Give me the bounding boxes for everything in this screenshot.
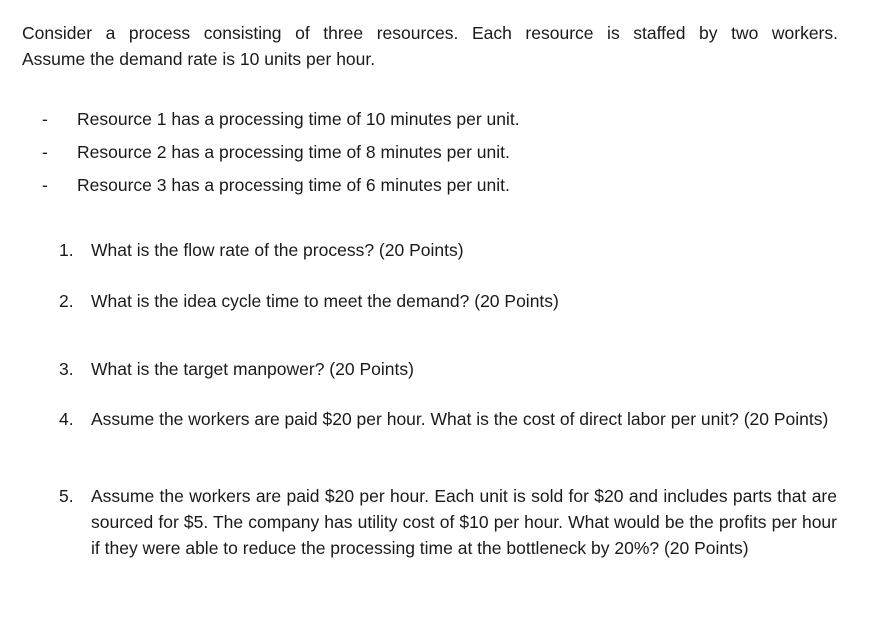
list-item	[0, 139, 893, 172]
intro-line-1: Consider a process consisting of three resources. Each resource is staffed by two workers.	[22, 23, 838, 43]
intro-paragraph	[22, 20, 838, 72]
bullet-dash: -	[42, 142, 48, 162]
bullet-dash: -	[42, 109, 48, 129]
intro-line-2: Assume the demand rate is 10 units per hour.	[22, 49, 376, 69]
question-text: Assume the workers are paid $20 per hour. Each unit is sold for $20 and includes parts that are sourced for $5. The company has utility cost of $10 per hour. What would be the profits per hour if they were able to reduce the processing time at the bottleneck by 20%? (20 Points)	[91, 486, 837, 558]
resource-3-text: Resource 3 has a processing time of 6 minutes per unit.	[77, 175, 510, 195]
question-number: 2.	[59, 291, 74, 311]
question-text: What is the target manpower? (20 Points)	[91, 359, 414, 379]
question-text: Assume the workers are paid $20 per hour. What is the cost of direct labor per unit? (20 Points)	[91, 409, 829, 429]
question-number: 5.	[59, 486, 74, 506]
resource-list	[0, 106, 893, 205]
question-number: 1.	[59, 240, 74, 260]
list-item	[0, 106, 893, 139]
question-number: 4.	[59, 409, 74, 429]
question-number: 3.	[59, 359, 74, 379]
bullet-dash: -	[42, 175, 48, 195]
question-text: What is the idea cycle time to meet the demand? (20 Points)	[91, 291, 559, 311]
resource-2-text: Resource 2 has a processing time of 8 minutes per unit.	[77, 142, 510, 162]
resource-1-text: Resource 1 has a processing time of 10 minutes per unit.	[77, 109, 520, 129]
question-text: What is the flow rate of the process? (20 Points)	[91, 240, 464, 260]
list-item	[0, 172, 893, 205]
